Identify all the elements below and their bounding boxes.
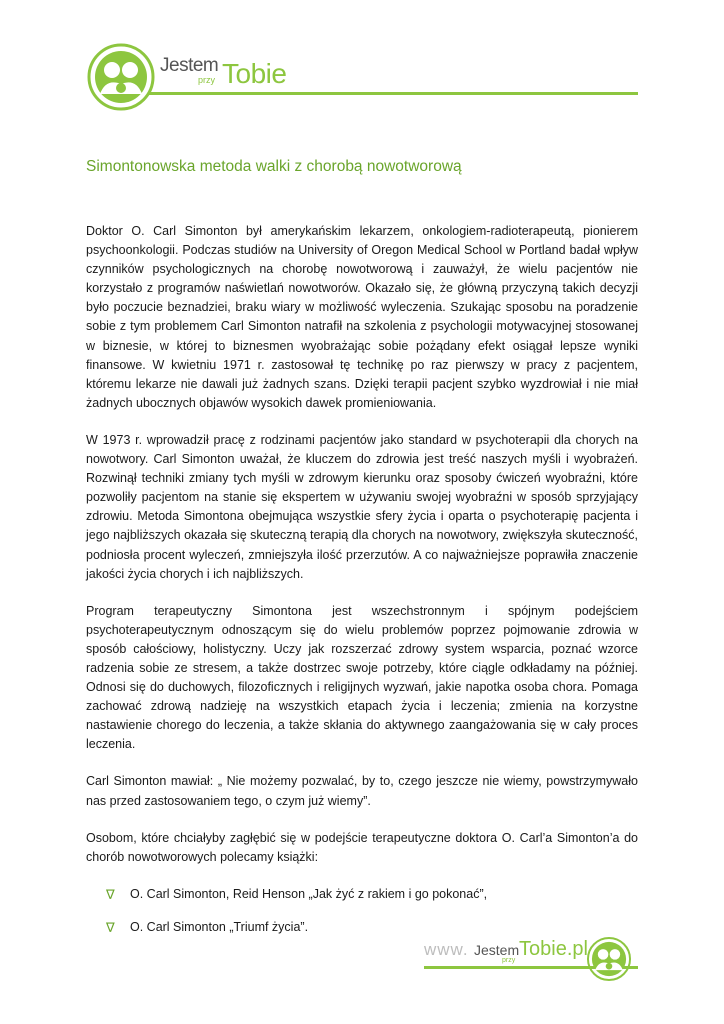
brand-jestem: Jestem	[160, 55, 219, 76]
footer-logo-icon	[586, 936, 632, 982]
triangle-bullet-icon: ∇	[106, 886, 115, 902]
footer-brand-jestem: Jestem	[474, 942, 520, 958]
article-body	[86, 222, 638, 951]
header-divider	[148, 92, 638, 95]
brand-przy: przy	[198, 75, 216, 85]
paragraph: Program terapeutyczny Simontona jest wszechstronnym i spójnym podejściem psychoterapeutycznym odnoszącym się do wielu problemów poprzez pojmowanie zdrowia w sposób całościowy, holistyczny. Uczy jak rozszerzać zdrowy system wsparcia, poznać wzorce radzenia sobie ze stresem, a także dostrzec swoje potrzeby, które ciągle odkładamy na później. Odnosi się do duchowych, filozoficznych i religijnych wyzwań, jakie napotka osoba chora. Pomaga zachować zdrową nadzieję na wszystkich etapach życia i leczenia; zmienia na korzystne nastawienie chorego do leczenia, a także skłania do aktywnego zaangażowania się w cały proces leczenia.	[86, 603, 638, 752]
paragraph: W 1973 r. wprowadził pracę z rodzinami pacjentów jako standard w psychoterapii dla chorych na nowotwory. Carl Simonton uważał, że kluczem do zdrowia jest treść naszych myśli i wyobrażeń. Rozwinął techniki zmiany tych myśli w zdrowym kierunku oraz sposoby ćwiczeń wyobraźni, które pozwoliły pacjentom na stanie się ekspertem w używaniu swojej wyobraźni w sposób sprzyjający zdrowiu. Metoda Simontona obejmująca wszystkie sfery życia i oparta o psychoterapię pacjenta i jego najbliższych okazała się skuteczną terapią dla chorych na nowotwory, zwiększyła skuteczność, podniosła procent wyleczeń, zmniejszyła ilość przerzutów. A co najważniejsze poprawiła znaczenie jakości życia chorych i ich najbliższych.	[86, 432, 638, 581]
brand-tobie: Tobie	[222, 58, 287, 89]
footer-brand-przy: przy	[502, 957, 516, 964]
book-list	[86, 885, 638, 937]
list-item	[86, 885, 638, 904]
paragraph: Osobom, które chciałyby zagłębić się w podejście terapeutyczne doktora O. Carl’a Simonton’a do chorób nowotworowych polecamy książki:	[86, 830, 638, 864]
book-title: O. Carl Simonton, Reid Henson „Jak żyć z rakiem i go pokonać”,	[130, 886, 488, 901]
page-title: Simontonowska metoda walki z chorobą nowotworową	[86, 158, 462, 175]
logo-icon	[86, 42, 156, 112]
list-item	[86, 918, 638, 937]
paragraph: Doktor O. Carl Simonton był amerykańskim lekarzem, onkologiem-radioterapeutą, pionierem psychoonkologii. Podczas studiów na University of Oregon Medical School w Portland badał wpływ czynników psychologicznych na chorobę nowotworową i zauważył, że wielu pacjentów nie korzystało z programów naświetlań nowotworów. Okazało się, że główną przyczyną takich decyzji było poczucie beznadziei, braku wiary w możliwość wyleczenia. Szukając sposobu na poradzenie sobie z tym problemem Carl Simonton natrafił na szkolenia z psychologii motywacyjnej stosowanej w biznesie, w której to biznesmen wyobrażając sobie pożądany efekt osiągał lepsze wyniki finansowe. W kwietniu 1971 r. zastosował tę technikę po raz pierwszy w pracy z pacjentem, któremu lekarze nie dawali już żadnych szans. Dzięki terapii pacjent szybko wyzdrowiał i nie miał żadnych ubocznych objawów wysokich dawek promieniowania.	[86, 224, 638, 410]
triangle-bullet-icon: ∇	[106, 919, 115, 935]
footer-www: www.	[424, 940, 469, 959]
paragraph: Carl Simonton mawiał: „ Nie możemy pozwalać, by to, czego jeszcze nie wiemy, powstrzymywało nas przed zastosowaniem tego, o czym już wiemy”.	[86, 774, 638, 808]
book-title: O. Carl Simonton „Triumf życia”.	[130, 919, 309, 934]
footer-brand-tobie: Tobie.pl	[519, 938, 588, 960]
